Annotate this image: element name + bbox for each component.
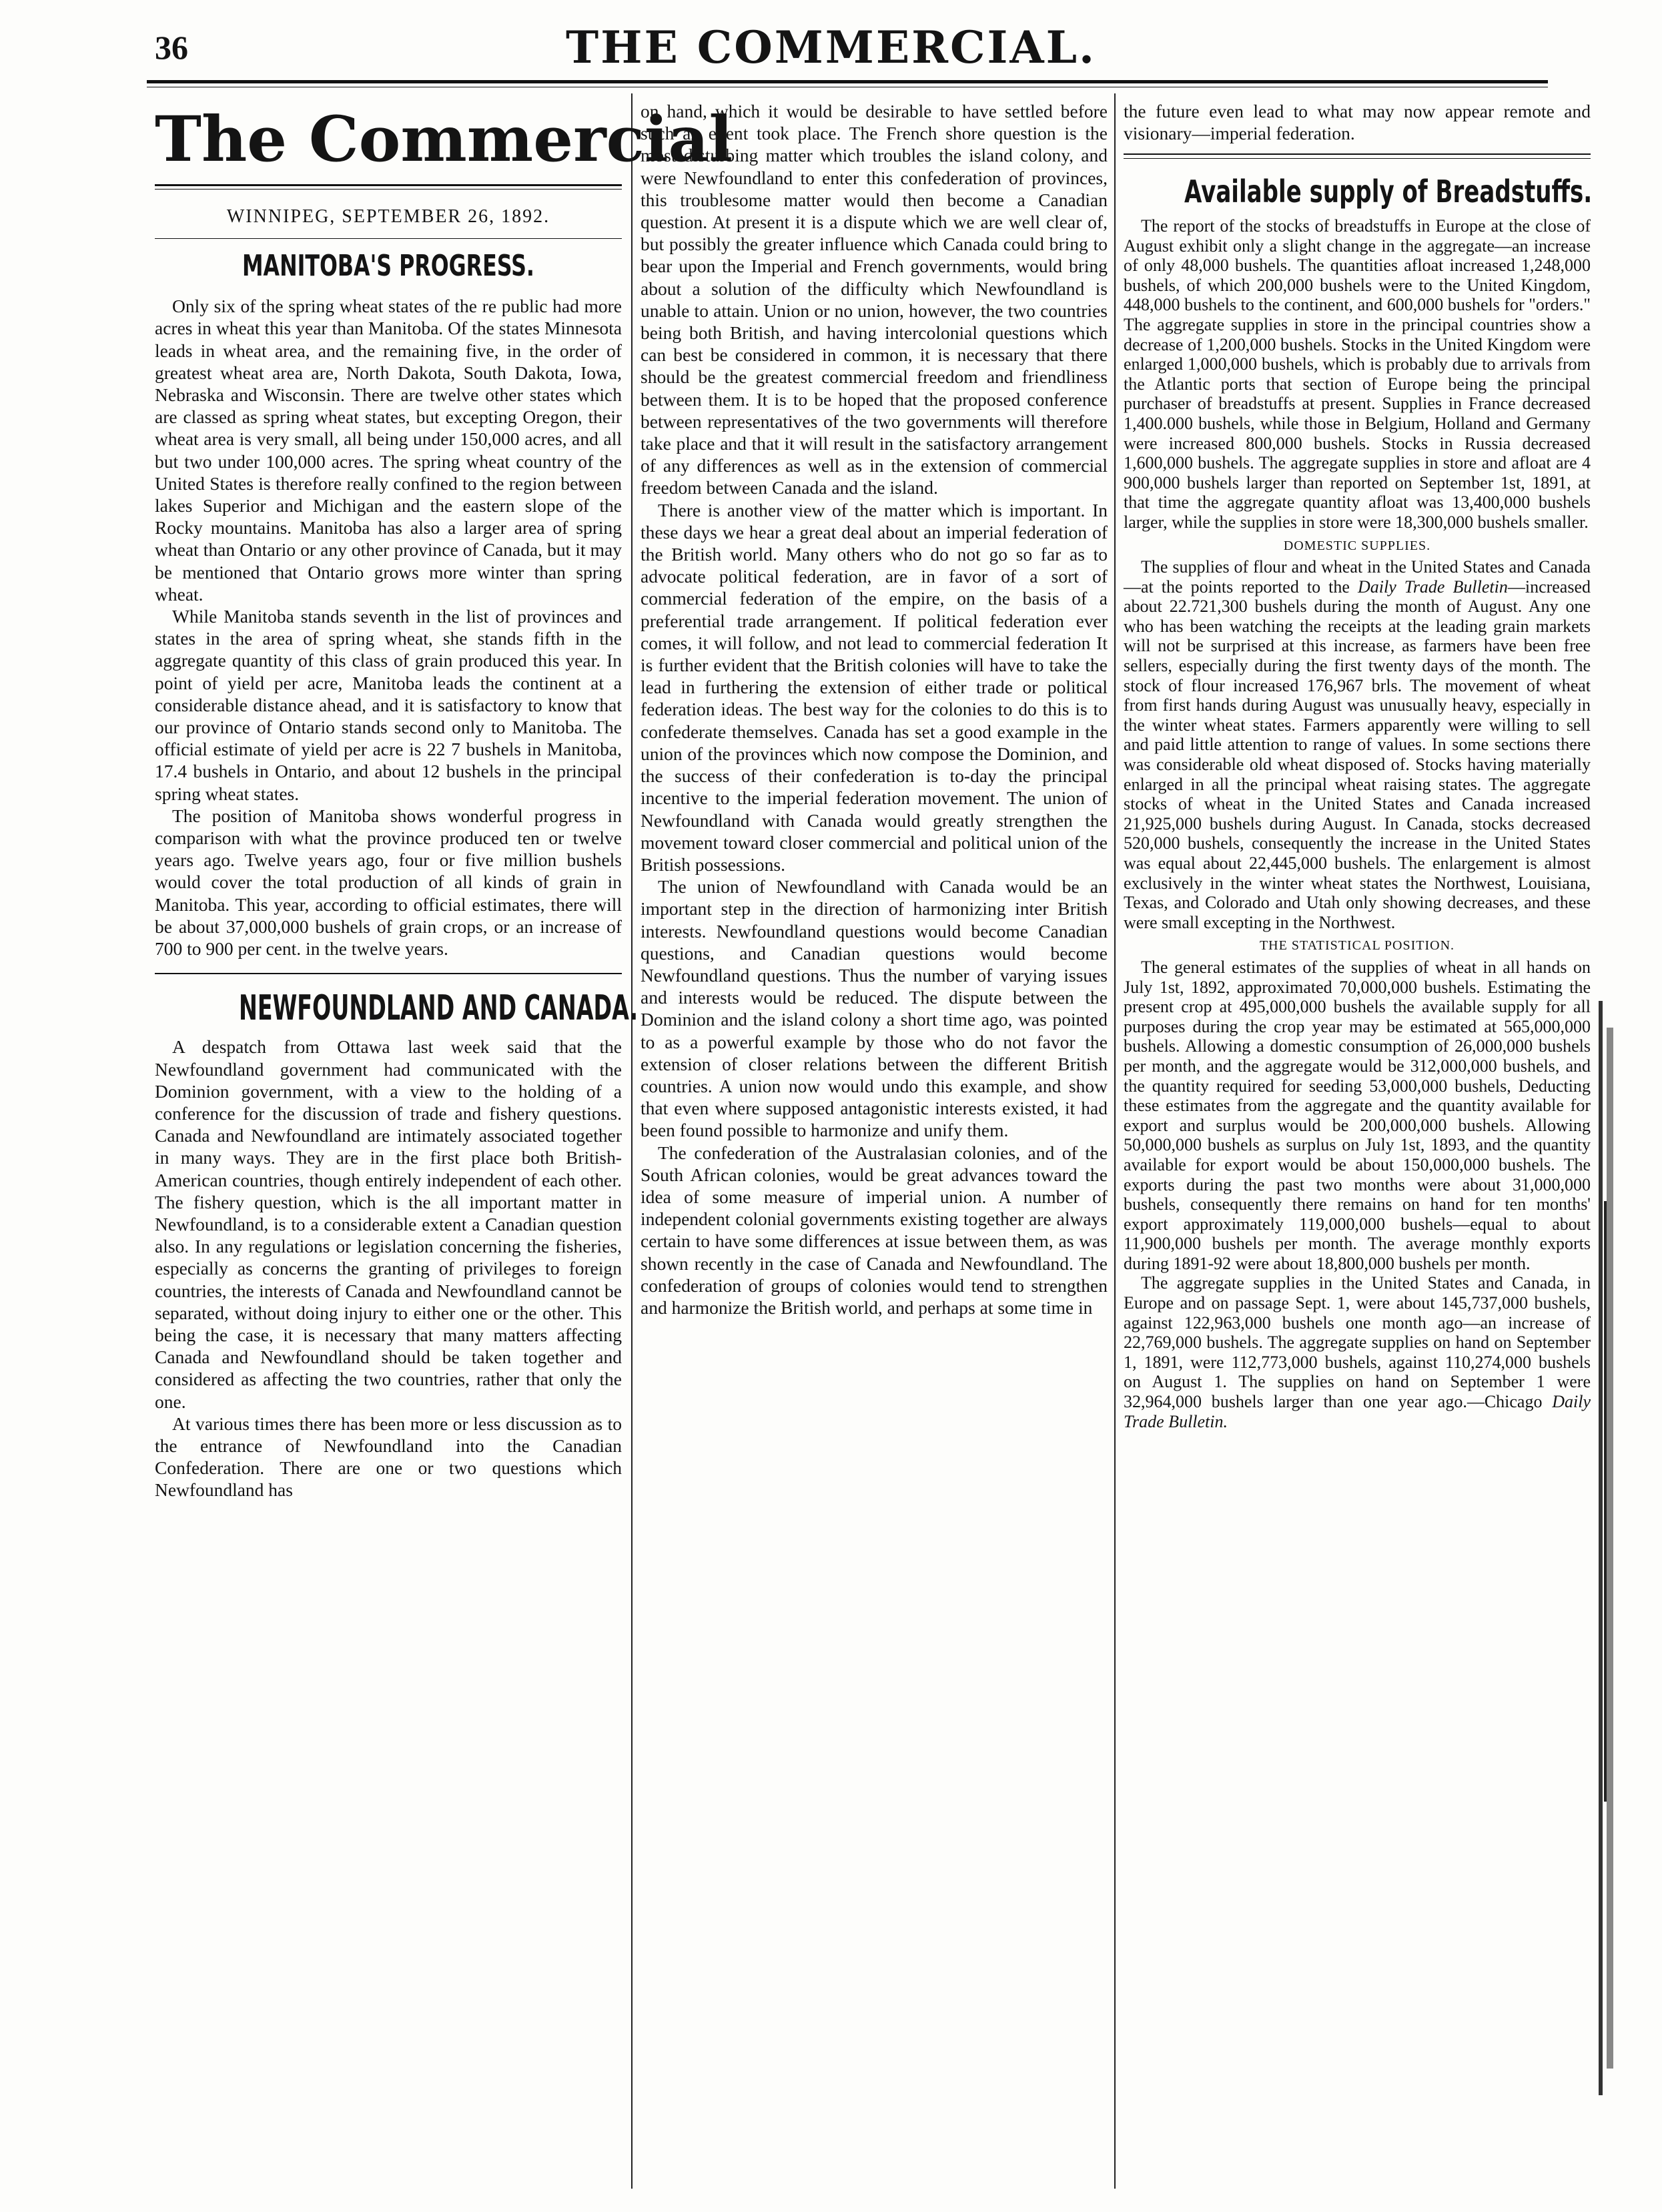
- section-subhead: DOMESTIC SUPPLIES.: [1283, 538, 1431, 553]
- column-2: [641, 100, 1108, 1319]
- article-paragraph: A despatch from Ottawa last week said that the Newfoundland government had communicated with the Dominion government, with a view to the holding of a conference for the discussion of trade and fishery questions. Canada and Newfoundland are intimately associated together in many ways. They are in the first place both British-American countries, though entirely independent of each other. The fishery question, which is the all important matter in Newfoundland, is to a considerable extent a Canadian question also. In any regulations or legislation concerning the fisheries, especially as concerns the granting of privileges to foreign countries, the interests of Canada and Newfoundland cannot be separated, without doing injury to either one or the other. This being the case, it is necessary that many matters affecting Canada and Newfoundland should be taken together and considered as affecting the two countries, rather that only the one.: [155, 1036, 622, 1412]
- section-subhead: THE STATISTICAL POSITION.: [1259, 938, 1455, 954]
- text-run: The supplies of flour and wheat in the United States and Canada—at the points reported to the: [1124, 557, 1591, 597]
- scan-edge-artifact: [1593, 1001, 1620, 2095]
- article-paragraph: The position of Manitoba shows wonderful progress in comparison with what the province produced ten or twelve years ago. Twelve years ago, four or five million bushels would cover the total production of all kinds of grain in Manitoba. This year, according to official estimates, there will be about 37,000,000 bushels of grain crops, or an increase of 700 to 900 per cent. in the twelve years.: [155, 805, 622, 960]
- article-paragraph: [1124, 557, 1591, 932]
- publication-title: Daily Trade Bulletin.: [1124, 1392, 1591, 1431]
- column-1: [155, 100, 733, 1501]
- article-separator: [1124, 153, 1591, 155]
- article-heading: MANITOBA'S PROGRESS.: [242, 249, 534, 284]
- article-paragraph: The report of the stocks of breadstuffs in Europe at the close of August exhibit only a slight change in the aggregate—an increase of only 48,000 bushels. The quantities afloat increased 1,248,000 bushels, of which 200,000 bushels were to the United Kingdom, 448,000 bushels to the continent, and 600,000 bushels for "orders." The aggregate supplies in store in the principal countries show a decrease of 1,200,000 bushels. Stocks in the United Kingdom were enlarged 1,000,000 bushels, which is probably due to arrivals from the Atlantic ports that section of Europe being the principal purchaser of breadstuffs at present. Supplies in France decreased 1,400.000 bushels, while those in Belgium, Holland and Germany were increased 800,000 bushels. Stocks in Russia decreased 1,600,000 bushels. The aggregate supplies in store and afloat are 4 900,000 bushels larger than reported on September 1st, 1891, at that time the aggregate quantity afloat was 13,400,000 bushels larger, while the supplies in store were 18,300,000 bushels smaller.: [1124, 216, 1591, 532]
- article-paragraph: The confederation of the Australasian colonies, and of the South African colonies, would be great advances toward the idea of some measure of imperial union. A number of independent colonial governments existing together are always certain to have some differences at issue between them, as was shown recently in the case of Canada and Newfoundland. The confederation of groups of colonies would tend to strengthen and harmonize the British world, and perhaps at some time in: [641, 1142, 1108, 1318]
- article-paragraph: [1124, 1273, 1591, 1431]
- header-rule: [147, 80, 1548, 83]
- article-paragraph: the future even lead to what may now appear remote and visionary—imperial federation.: [1124, 101, 1591, 143]
- dateline: WINNIPEG, SEPTEMBER 26, 1892.: [226, 206, 550, 227]
- publication-title: Daily Trade Bulletin: [1357, 577, 1508, 597]
- text-run: —increased about 22.721,300 bushels during the month of August. Any one who has been watching the receipts at the leading grain markets will not be surprised at this increase, as farmers have been free sellers, especially during the first twenty days of the month. The stock of flour increased 176,967 brls. The movement of wheat from first hands during August was unusually heavy, especially in the winter wheat states. Farmers apparently were willing to sell and paid little attention to range of values. In some sections there was considerable old wheat disposed of. Stocks having materially enlarged in all the principal wheat raising states. The aggregate stocks of wheat in the United States and Canada increased 21,925,000 bushels during August. In Canada, stocks decreased 520,000 bushels, consequently the increase in the United States was equal about 22,445,000 bushels. The enlargement is almost exclusively in the winter wheat states the Northwest, Louisiana, Texas, and Colorado and Utah only showing decreases, and these were small excepting in the Northwest.: [1124, 577, 1591, 932]
- article-heading: Available supply of Breadstuffs.: [1184, 173, 1593, 210]
- article-paragraph: Only six of the spring wheat states of the re public had more acres in wheat this year than Manitoba. Of the states Minnesota leads in wheat area, and the remaining five, in the order of greatest wheat area are, North Dakota, South Dakota, Iowa, Nebraska and Wisconsin. There are twelve other states which are classed as spring wheat states, but excepting Oregon, their wheat area is very small, all being under 150,000 acres, and all but two under 100,000 acres. The spring wheat country of the United States is therefore really confined to the region between lakes Superior and Michigan and the eastern slope of the Rocky mountains. Manitoba has also a larger area of spring wheat than Ontario or any other province of Canada, but it may be mentioned that Ontario grows more winter than spring wheat.: [155, 296, 622, 605]
- dateline-rule: [155, 238, 622, 239]
- article-paragraph: The union of Newfoundland with Canada would be an important step in the direction of harmonizing inter British interests. Newfoundland questions would become Canadian questions, and Canadian questions would become Newfoundland questions. Thus the number of varying issues and interests would be reduced. The dispute between the Dominion and the island colony a short time ago, was pointed to as a powerful example by those who do not favor the extension of closer relations between the different British countries. A union now would undo this example, and show that even where supposed antagonistic interests existed, it had been found possible to harmonize and unify them.: [641, 876, 1108, 1141]
- article-paragraph: on hand, which it would be desirable to have settled before such an event took place. The French shore question is the most disturbing matter which troubles the island colony, and were Newfoundland to enter this confederation of provinces, this troublesome matter would then become a Canadian question. At present it is a dispute which we are well clear of, but possibly the greater influence which Canada could bring to bear upon the Imperial and French governments, would bring about a solution of the difficulty which Newfoundland is unable to attain. Union or no union, however, the two countries being both British, and having intercolonial questions which can best be considered in common, it is necessary that there should be the greatest commercial freedom and friendliness between them. It is to be hoped that the proposed conference between representatives of the two governments will therefore take place and that it will result in the satisfactory arrangement of any differences as well as in the extension of commercial freedom between Canada and the island.: [641, 101, 1108, 498]
- article-paragraph: The general estimates of the supplies of wheat in all hands on July 1st, 1892, approximated 70,000,000 bushels. Estimating the present crop at 495,000,000 bushels the available supply for all purposes during the crop year may be estimated at 565,000,000 bushels. Allowing a domestic consumption of 26,000,000 bushels per month, and the aggregate would be 312,000,000 bushels, and the quantity required for seeding 53,000,000 bushels, Deducting these estimates from the aggregate and the quantity available for export and surplus would be 200,000,000 bushels. Allowing 50,000,000 bushels as surplus on July 1st, 1893, and the quantity available for export would be about 150,000,000 bushels. The exports during the past two months were about 31,000,000 bushels, consequently there remains on hand for ten months' export approximately 119,000,000 bushels—equal to about 11,900,000 bushels per month. The average monthly exports during 1891-92 were about 18,800,000 bushels per month.: [1124, 957, 1591, 1273]
- text-run: The aggregate supplies in the United States and Canada, in Europe and on passage Sept. 1, were about 145,737,000 bushels, against 122,963,000 bushels one month ago—an increase of 22,769,000 bushels. The aggregate supplies on hand on September 1, 1891, were 112,773,000 bushels, against 110,274,000 bushels on August 1. The supplies on hand on September 1 were 32,964,000 bushels larger than one year ago.—Chicago: [1124, 1273, 1591, 1412]
- column-3: [1124, 100, 1591, 1431]
- article-paragraph: While Manitoba stands seventh in the list of provinces and states in the area of spring wheat, she stands fifth in the aggregate quantity of this class of grain produced this year. In point of yield per acre, Manitoba leads the continent at a considerable distance ahead, and it is satisfactory to know that our province of Ontario stands second only to Manitoba. The official estimate of yield per acre is 22 7 bushels in Manitoba, 17.4 bushels in Ontario, and about 12 bushels in the principal spring wheat states.: [155, 606, 622, 804]
- article-paragraph: There is another view of the matter which is important. In these days we hear a great deal about an imperial federation of the British world. Many others who do not go so far as to advocate political federation, are in favor of a sort of commercial federation of the empire, on the basis of a preferential trade arrangement. If political federation ever comes, it will follow, and not lead to commercial federation It is further evident that the British colonies will have to take the lead in furthering the extension of either trade or political federation ideas. The best way for the colonies to do this is to confederate themselves. Canada has set a good example in the union of the provinces which now compose the Dominion, and the success of their confederation is to-day the principal incentive to the imperial federation movement. The union of Newfoundland with Canada would greatly strengthen the movement toward closer commercial and political union of the British possessions.: [641, 499, 1108, 875]
- nameplate-rule: [155, 184, 622, 190]
- article-separator-thin: [1124, 158, 1591, 159]
- article-separator: [155, 973, 622, 974]
- running-head: THE COMMERCIAL.: [565, 21, 1097, 73]
- column-divider: [1114, 93, 1116, 2189]
- article-heading: NEWFOUNDLAND AND CANADA.: [239, 988, 639, 1029]
- article-paragraph: At various times there has been more or less discussion as to the entrance of Newfoundland into the Canadian Confederation. There are one or two questions which Newfoundland has: [155, 1413, 622, 1501]
- column-divider: [631, 93, 633, 2189]
- page-number: 36: [155, 29, 188, 66]
- nameplate: The Commercial: [155, 103, 733, 176]
